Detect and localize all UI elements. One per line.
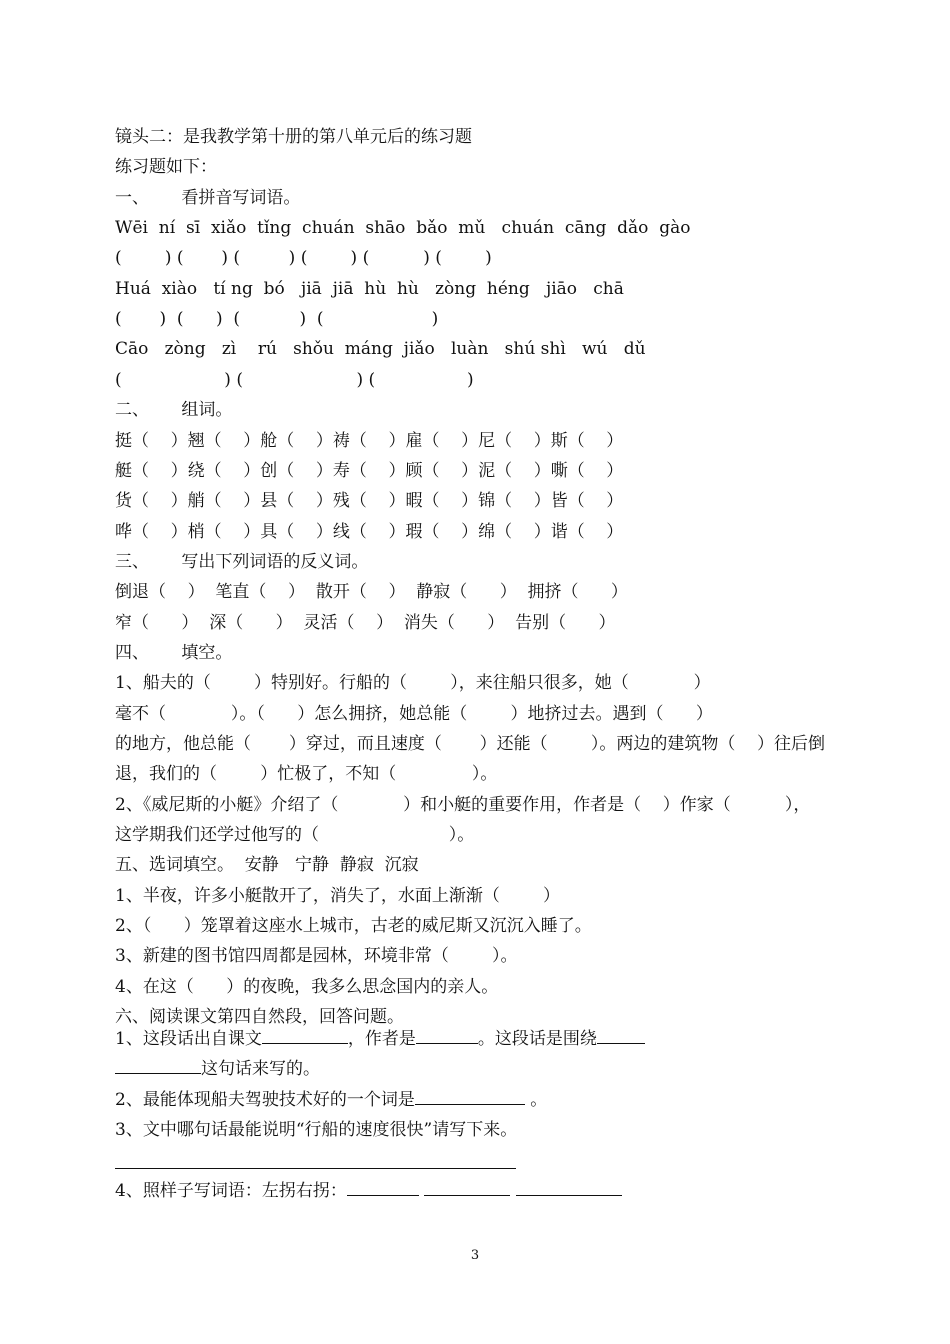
text-line: 二、 组词。: [115, 400, 233, 420]
text-line: 窄（ ） 深（ ） 灵活（ ） 消失（ ） 告别（ ）: [115, 613, 616, 633]
text-line: 六、阅读课文第四自然段，回答问题。: [115, 1007, 404, 1027]
text-line: 1、半夜，许多小艇散开了，消失了，水面上渐渐（ ）: [115, 886, 561, 906]
answer-blank[interactable]: [424, 1180, 510, 1196]
q6-text: ，作者是: [347, 1029, 416, 1049]
q6-text: 3、文中哪句话最能说明“行船的速度很快”请写下来。: [115, 1120, 518, 1140]
text-line: 货（ ）艄（ ）县（ ）残（ ）暇（ ）锦（ ）皆（ ）: [115, 491, 624, 511]
answer-line[interactable]: [115, 1168, 516, 1169]
text-line: 倒退（ ） 笔直（ ） 散开（ ） 静寂（ ） 拥挤（ ）: [115, 582, 628, 602]
q6-text: 。: [524, 1090, 548, 1110]
text-line: 四、 填空。: [115, 643, 233, 663]
text-line: 三、 写出下列词语的反义词。: [115, 552, 369, 572]
answer-blank[interactable]: [262, 1028, 348, 1044]
text-line: 退，我们的（ ）忙极了，不知（ ）。: [115, 764, 498, 784]
q6-line-1: [115, 1028, 845, 1050]
answer-blank[interactable]: [416, 1028, 478, 1044]
q6-text: 。这段话是围绕: [477, 1029, 597, 1049]
page-number: 3: [470, 1248, 480, 1263]
q6-line-3: [115, 1089, 845, 1111]
text-line: 2、（ ）笼罩着这座水上城市，古老的威尼斯又沉沉入睡了。: [115, 916, 592, 936]
q6-text: 4、照样子写词语：左拐右拐：: [115, 1181, 347, 1201]
answer-blank[interactable]: [415, 1089, 525, 1105]
text-line: 一、 看拼音写词语。: [115, 188, 301, 208]
text-line: Wēi ní sī xiǎo tǐng chuán shāo bǎo mǔ chuán cāng dǎo gào: [115, 218, 691, 238]
text-line: Cāo zòng zì rú shǒu máng jiǎo luàn shú shì wú dǔ: [115, 339, 646, 359]
q6-text: 2、最能体现船夫驾驶技术好的一个词是: [115, 1090, 415, 1110]
text-line: 哗（ ）梢（ ）具（ ）线（ ）瑕（ ）绵（ ）谐（ ）: [115, 522, 624, 542]
answer-blank[interactable]: [347, 1180, 419, 1196]
q6-line-4: [115, 1119, 845, 1141]
text-line: 练习题如下：: [115, 157, 217, 177]
text-line: 镜头二：是我教学第十册的第八单元后的练习题: [115, 127, 472, 147]
text-line: ( ) ( ) ( ) ( ) ( ) ( ): [115, 248, 492, 268]
answer-blank[interactable]: [597, 1028, 645, 1044]
text-line: ( ) ( ) ( ): [115, 370, 474, 390]
q6-line-2: [115, 1058, 845, 1080]
text-line: 艇（ ）绕（ ）创（ ）寿（ ）顾（ ）泥（ ）嘶（ ）: [115, 461, 624, 481]
q6-text: 这句话来写的。: [201, 1059, 320, 1079]
text-line: 2、《威尼斯的小艇》介绍了（ ）和小艇的重要作用，作者是（ ）作家（ ），: [115, 795, 811, 815]
text-line: 毫不（ ）。（ ）怎么拥挤，她总能（ ）地挤过去。遇到（ ）: [115, 704, 713, 724]
text-line: 五、选词填空。 安静 宁静 静寂 沉寂: [115, 855, 419, 875]
text-line: 1、船夫的（ ）特别好。行船的（ ），来往船只很多，她（ ）: [115, 673, 711, 693]
text-line: 这学期我们还学过他写的（ ）。: [115, 825, 475, 845]
text-line: Huá xiào tí ng bó jiā jiā hù hù zòng héng jiāo chā: [115, 279, 624, 299]
answer-blank[interactable]: [516, 1180, 622, 1196]
q6-text: 1、这段话出自课文: [115, 1029, 262, 1049]
text-line: ( ) ( ) ( ) ( ): [115, 309, 439, 329]
text-line: 挺（ ）翘（ ）舱（ ）祷（ ）雇（ ）尼（ ）斯（ ）: [115, 431, 624, 451]
text-line: 4、在这（ ）的夜晚，我多么思念国内的亲人。: [115, 977, 499, 997]
q6-line-5: [115, 1180, 845, 1202]
text-line: 的地方，他总能（ ）穿过，而且速度（ ）还能（ ）。两边的建筑物（ ）往后倒: [115, 734, 825, 754]
text-line: 3、新建的图书馆四周都是园林，环境非常（ ）。: [115, 946, 518, 966]
answer-blank[interactable]: [115, 1058, 201, 1074]
